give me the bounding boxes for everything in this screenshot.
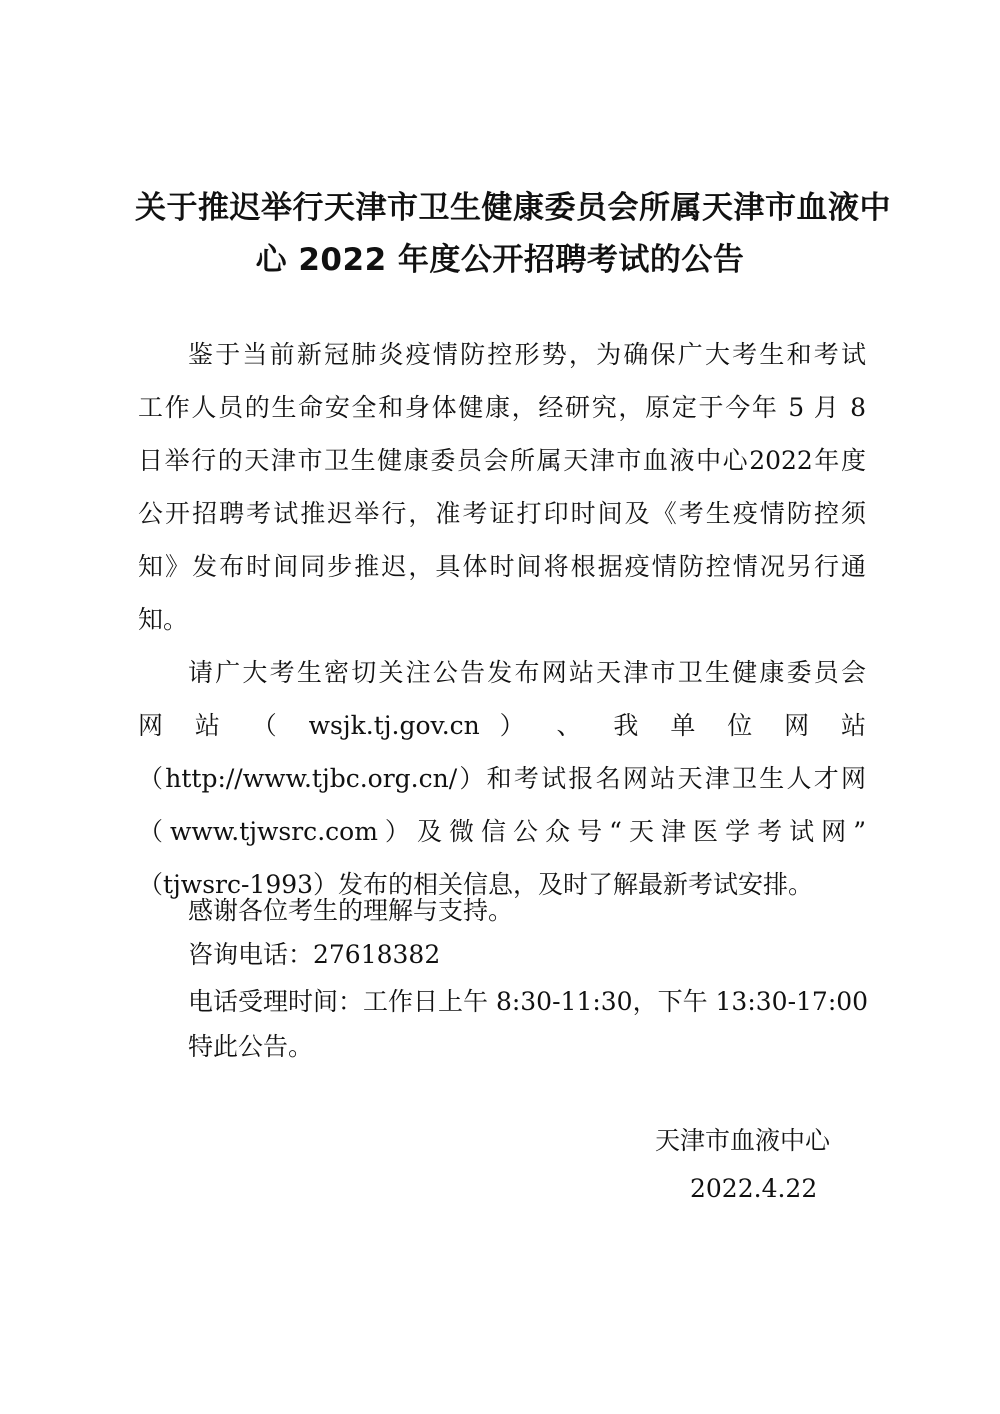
closing-line: 特此公告。: [188, 1032, 314, 1061]
paragraph-line: （www.tjwsrc.com）及微信公众号“天津医学考试网”: [138, 817, 866, 846]
paragraph-line: 知。: [138, 605, 189, 634]
paragraph-line: （http://www.tjbc.org.cn/）和考试报名网站天津卫生人才网: [138, 764, 866, 793]
paragraph-websites: [138, 646, 866, 911]
hours-line: 电话受理时间：工作日上午 8:30-11:30，下午 13:30-17:00: [188, 987, 869, 1016]
paragraph-line: 网 站 （ wsjk.tj.gov.cn ） 、 我 单 位 网 站: [138, 711, 866, 740]
document-title: [135, 182, 891, 286]
title-line-2: 心 2022 年度公开招聘考试的公告: [255, 242, 745, 278]
paragraph-line: 工作人员的生命安全和身体健康，经研究，原定于今年 5 月 8: [138, 393, 866, 422]
phone-line: 咨询电话：27618382: [188, 940, 441, 969]
paragraph-line: 鉴于当前新冠肺炎疫情防控形势，为确保广大考生和考试: [188, 340, 866, 369]
thanks-line: 感谢各位考生的理解与支持。: [188, 896, 514, 925]
signature-date: 2022.4.22: [690, 1174, 818, 1203]
paragraph-notice: [138, 328, 866, 646]
paragraph-line: 公开招聘考试推迟举行，准考证打印时间及《考生疫情防控须: [138, 499, 866, 528]
signature-org: 天津市血液中心: [655, 1126, 831, 1155]
paragraph-line: 知》发布时间同步推迟，具体时间将根据疫情防控情况另行通: [138, 552, 866, 581]
title-line-1: 关于推迟举行天津市卫生健康委员会所属天津市血液中: [135, 190, 891, 226]
paragraph-line: （tjwsrc-1993）发布的相关信息，及时了解最新考试安排。: [138, 870, 814, 899]
paragraph-line: 日举行的天津市卫生健康委员会所属天津市血液中心2022年度: [138, 446, 866, 475]
paragraph-line: 请广大考生密切关注公告发布网站天津市卫生健康委员会: [188, 658, 866, 687]
